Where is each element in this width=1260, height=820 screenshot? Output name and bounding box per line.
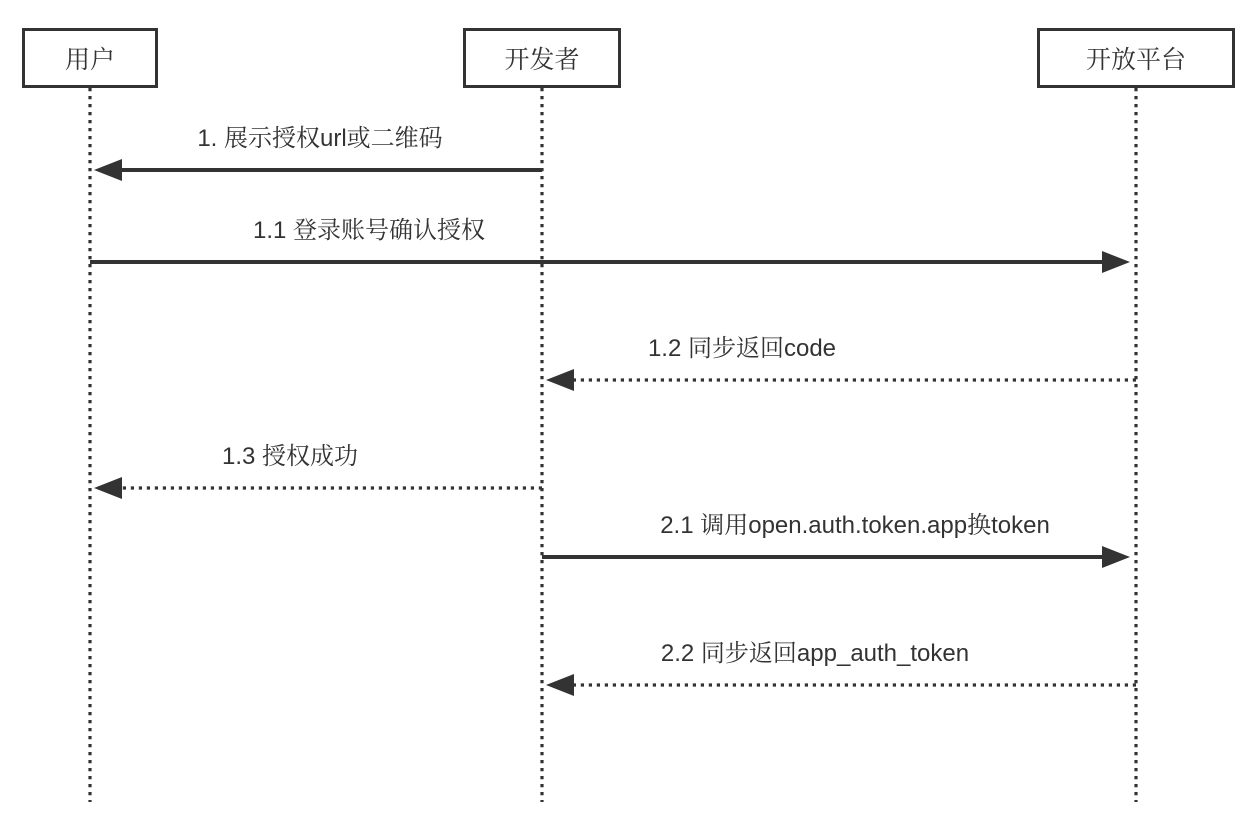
message-label-2-2: 2.2 同步返回app_auth_token xyxy=(660,640,970,667)
actor-box-developer xyxy=(463,28,621,88)
arrowhead-icon-2-2 xyxy=(546,674,574,696)
actor-label-open-platform: 开放平台 xyxy=(1085,46,1186,74)
arrowhead-icon-1 xyxy=(94,159,122,181)
actor-label-user: 用户 xyxy=(64,46,115,74)
message-label-1: 1. 展示授权url或二维码 xyxy=(197,125,443,152)
actor-box-open-platform xyxy=(1037,28,1235,88)
message-label-2-1: 2.1 调用open.auth.token.app换token xyxy=(660,512,1050,539)
message-label-1-3: 1.3 授权成功 xyxy=(221,443,359,470)
message-label-1-2: 1.2 同步返回code xyxy=(647,335,837,362)
arrowhead-icon-1-1 xyxy=(1102,251,1130,273)
arrowhead-icon-1-3 xyxy=(94,477,122,499)
arrowhead-icon-1-2 xyxy=(546,369,574,391)
actor-box-user xyxy=(22,28,158,88)
message-label-1-1: 1.1 登录账号确认授权 xyxy=(252,217,486,244)
actor-label-developer: 开发者 xyxy=(504,46,580,74)
arrowhead-icon-2-1 xyxy=(1102,546,1130,568)
